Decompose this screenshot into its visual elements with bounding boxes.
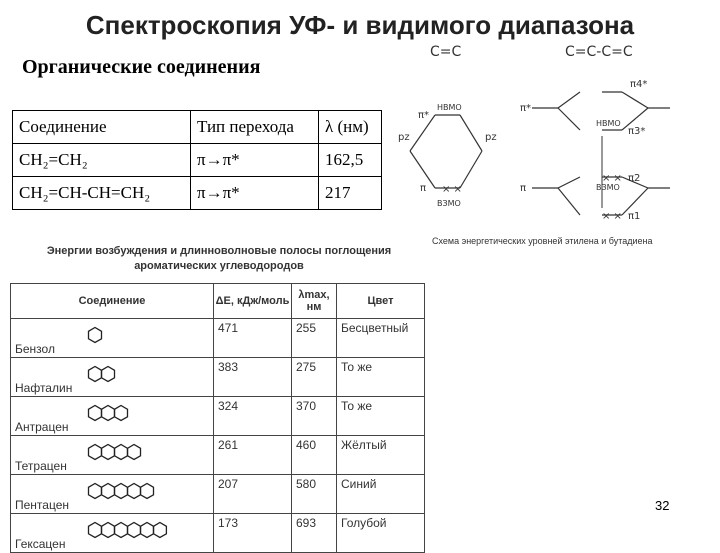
table-row: [11, 436, 425, 475]
table-row: [11, 319, 425, 358]
table-row: [11, 358, 425, 397]
header-transition: Тип перехода: [191, 111, 319, 144]
table2-caption: [14, 244, 424, 274]
energy-cell: 207: [214, 475, 292, 514]
aromatics-table-body: [11, 319, 425, 553]
color-cell: То же: [337, 397, 425, 436]
compound-cell: [11, 436, 214, 475]
benzene-ring: [89, 406, 102, 421]
vzmo-label: ВЗМО: [437, 199, 461, 208]
benzene-ring: [128, 445, 141, 460]
benzene-ring: [154, 523, 167, 538]
compound-name: Тетрацен: [15, 459, 67, 473]
compound-name: Бензол: [15, 342, 55, 356]
lambda-cell: 370: [292, 397, 337, 436]
benzene-ring: [89, 445, 102, 460]
compound-name: Гексацен: [15, 537, 66, 551]
table-row: [13, 144, 382, 177]
color-cell: Жёлтый: [337, 436, 425, 475]
ring-structure-icon: [81, 517, 221, 543]
nvmo-label: НВМО: [437, 103, 462, 112]
transitions-table: [12, 110, 382, 210]
ring-structure-icon: [81, 322, 221, 348]
header-lambda: λ (нм): [319, 111, 382, 144]
nvmo-label-right: НВМО: [596, 119, 621, 128]
compound-name: Нафталин: [15, 381, 73, 395]
table-row: [11, 475, 425, 514]
table2-caption-line2: ароматических углеводородов: [134, 260, 304, 272]
energy-cell: 173: [214, 514, 292, 553]
benzene-ring: [89, 484, 102, 499]
benzene-ring: [89, 367, 102, 382]
ring-structure-icon: [81, 478, 221, 504]
aromatics-table: [10, 283, 425, 553]
electron-marks: × ×: [442, 184, 462, 195]
section-subtitle: Органические соединения: [22, 56, 261, 78]
page-number: 32: [655, 498, 670, 513]
color-cell: Синий: [337, 475, 425, 514]
benzene-ring: [89, 328, 102, 343]
lambda-cell: 693: [292, 514, 337, 553]
lambda-cell: 580: [292, 475, 337, 514]
color-cell: То же: [337, 358, 425, 397]
benzene-ring: [128, 484, 141, 499]
header-compound: Соединение: [11, 284, 214, 319]
benzene-ring: [89, 523, 102, 538]
energy-cell: 261: [214, 436, 292, 475]
benzene-ring: [115, 484, 128, 499]
page-title: Спектроскопия УФ- и видимого диапазона: [85, 10, 635, 40]
header-lambda: λmax, нм: [292, 284, 337, 319]
table-header-row: [13, 111, 382, 144]
pi4-label: π4*: [630, 79, 648, 90]
pi1-label: π1: [628, 211, 641, 222]
compound-cell: [11, 475, 214, 514]
benzene-ring: [102, 367, 115, 382]
table-row: [11, 397, 425, 436]
benzene-ring: [102, 406, 115, 421]
vzmo-label-right: ВЗМО: [596, 183, 620, 192]
electron-marks: × ×: [602, 173, 622, 184]
lambda-cell: 217: [319, 177, 382, 210]
benzene-ring: [141, 523, 154, 538]
benzene-ring: [128, 523, 141, 538]
pi-star-label: π*: [418, 110, 430, 121]
header-compound: Соединение: [13, 111, 191, 144]
lambda-cell: 460: [292, 436, 337, 475]
benzene-ring: [115, 523, 128, 538]
right-title: C=C-C=C: [565, 44, 633, 60]
compound-name: Пентацен: [15, 498, 69, 512]
benzene-ring: [115, 445, 128, 460]
pi2-label: π2: [628, 173, 641, 184]
energy-cell: 471: [214, 319, 292, 358]
table-row: [11, 514, 425, 553]
ring-structure-icon: [81, 439, 221, 465]
compound-cell: [11, 397, 214, 436]
compound-cell: CH₂=CH-CH=CH₂: [13, 177, 191, 210]
benzene-ring: [141, 484, 154, 499]
energy-cell: 383: [214, 358, 292, 397]
compound-cell: CH₂=CH₂: [13, 144, 191, 177]
benzene-ring: [115, 406, 128, 421]
pz-label-left: pz: [398, 132, 410, 143]
benzene-ring: [102, 523, 115, 538]
table-row: [13, 177, 382, 210]
compound-name: Антрацен: [15, 420, 69, 434]
compound-cell: [11, 358, 214, 397]
table2-caption-line1: Энергии возбуждения и длинноволновые полосы поглощения: [46, 245, 392, 257]
lambda-cell: 162,5: [319, 144, 382, 177]
header-color: Цвет: [337, 284, 425, 319]
pi-star-label-right: π*: [520, 103, 532, 114]
pi-label-right: π: [520, 183, 527, 194]
lambda-cell: 275: [292, 358, 337, 397]
diagram-caption: Схема энергетических уровней этилена и бутадиена: [432, 236, 653, 246]
compound-cell: [11, 514, 214, 553]
compound-cell: [11, 319, 214, 358]
lambda-cell: 255: [292, 319, 337, 358]
energy-cell: 324: [214, 397, 292, 436]
color-cell: Бесцветный: [337, 319, 425, 358]
pi3-label: π3*: [628, 126, 646, 137]
benzene-ring: [102, 445, 115, 460]
pi-label: π: [420, 183, 427, 194]
ring-structure-icon: [81, 361, 221, 387]
benzene-ring: [102, 484, 115, 499]
transition-cell: π→π*: [191, 144, 319, 177]
transition-cell: π→π*: [191, 177, 319, 210]
color-cell: Голубой: [337, 514, 425, 553]
ring-structure-icon: [81, 400, 221, 426]
table-header-row: [11, 284, 425, 319]
pz-label-right: pz: [485, 132, 497, 143]
energy-level-diagram: [390, 40, 715, 250]
electron-marks: × ×: [602, 211, 622, 222]
left-title: C=C: [430, 44, 462, 60]
header-energy: ΔE, кДж/моль: [214, 284, 292, 319]
